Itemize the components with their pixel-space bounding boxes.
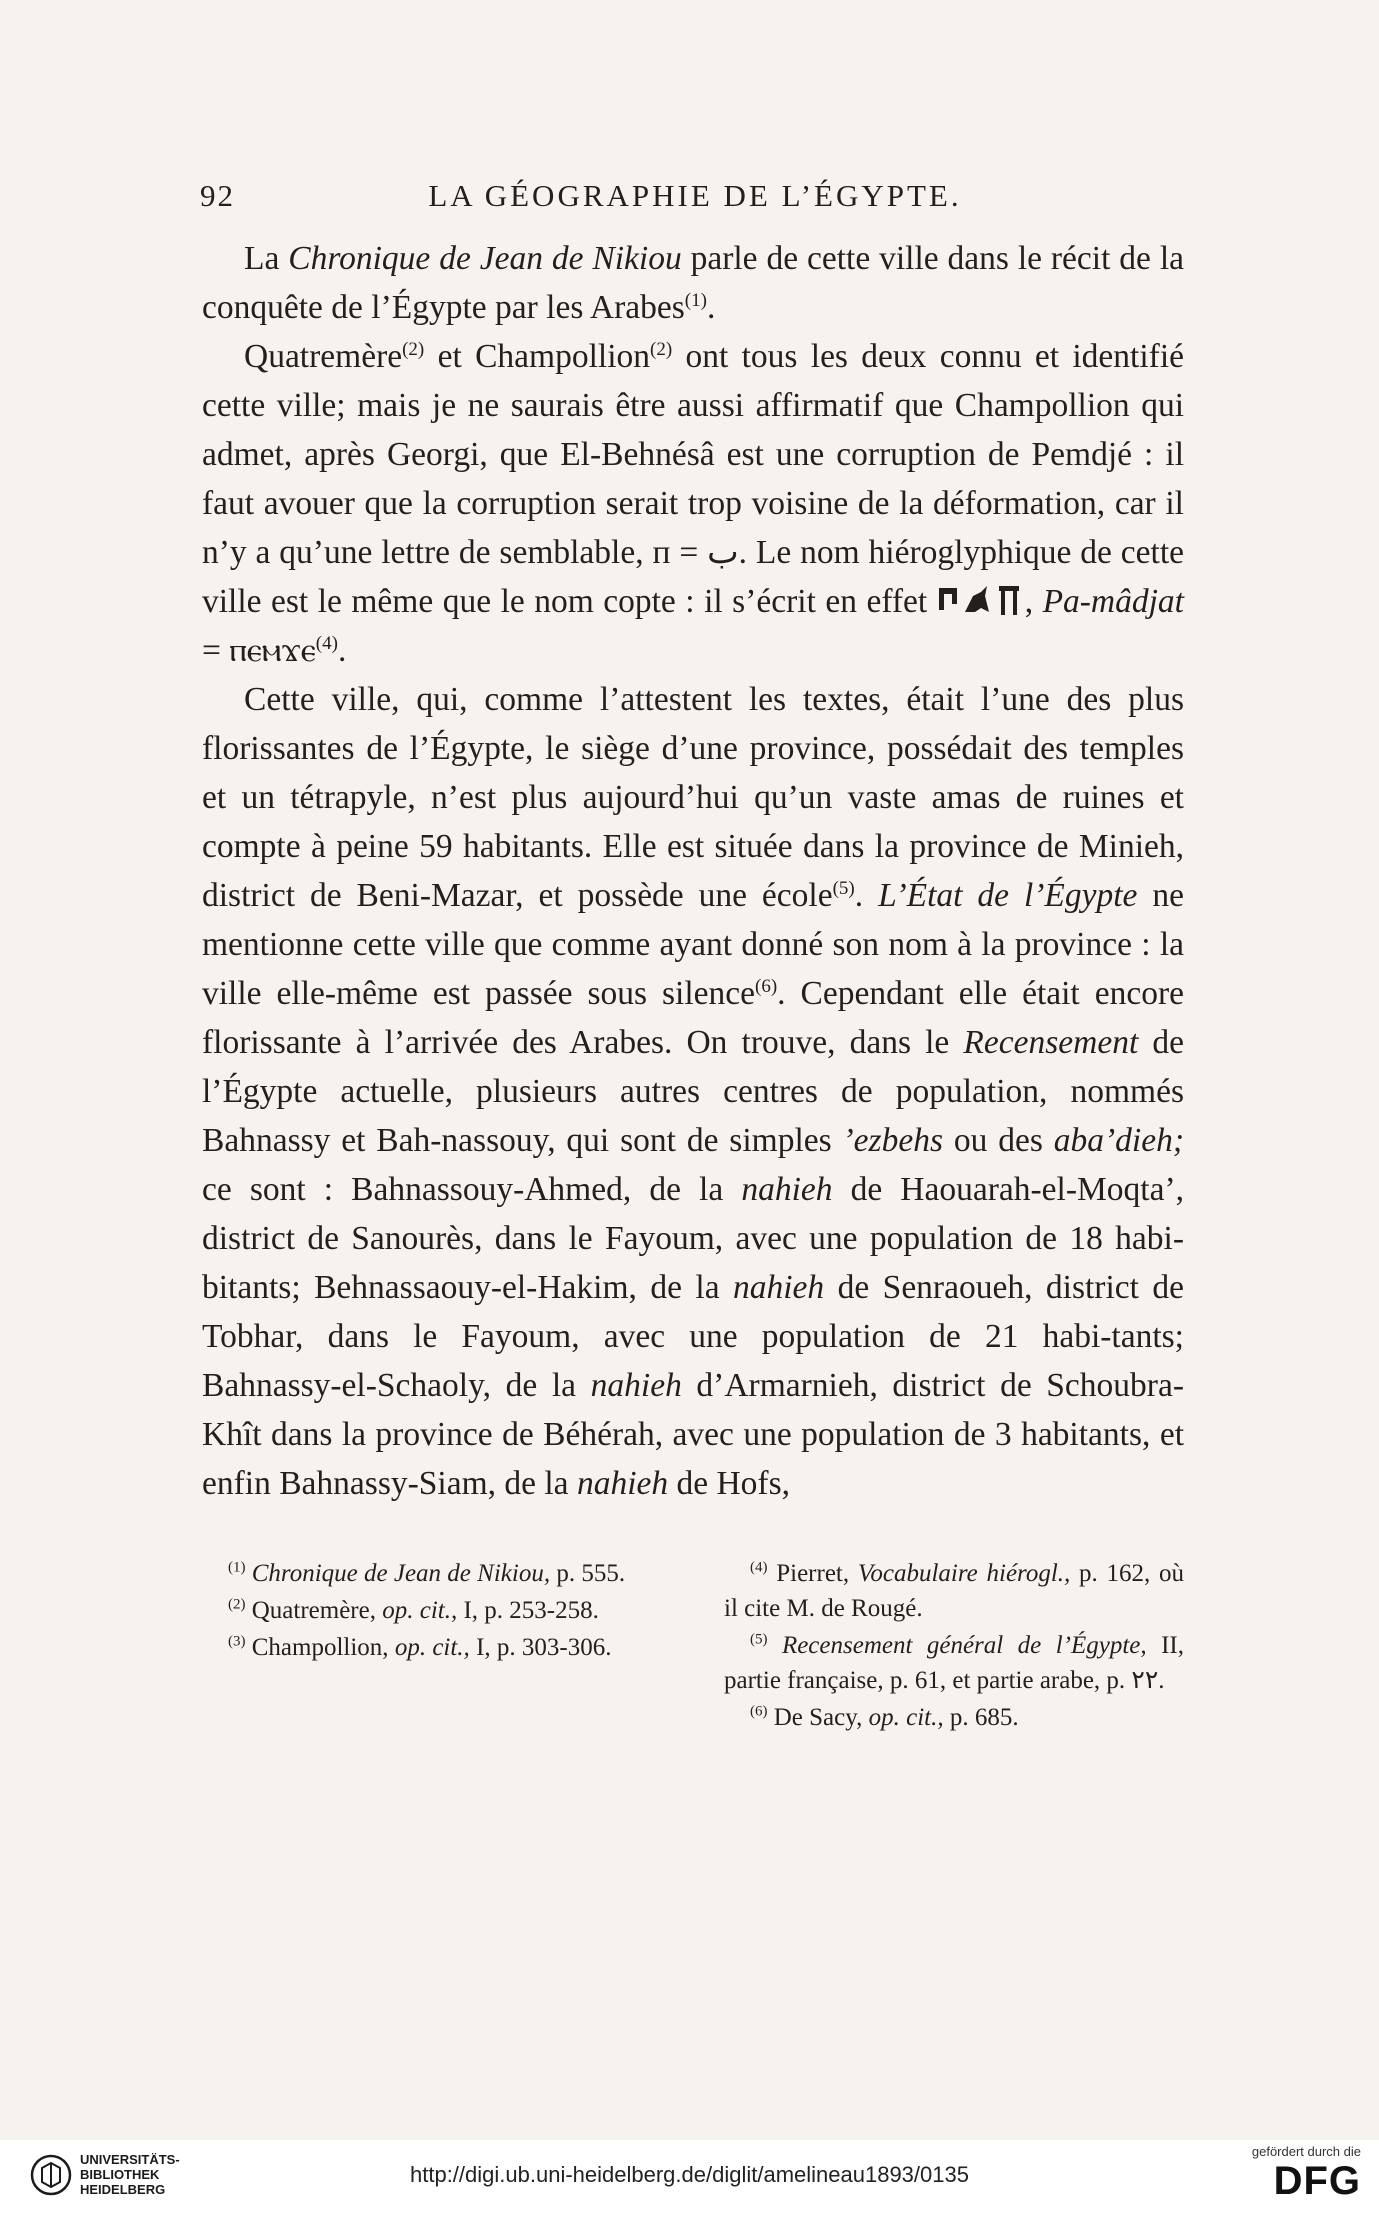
paragraph-3: Cette ville, qui, comme l’attestent les textes, était l’une des plus florissantes de l’Égypte, le siège d’une province, possédait des temples et un tétrapyle, n’est plus aujourd’hui qu’un vaste amas de ruines et compte à peine 59 habitants. Elle est située dans la province de Minieh, district de Beni-Mazar, et possède une école$^{(5)}$. L’État de l’Égypte ne mentionne cette ville que comme ayant donné son nom à la province : la ville elle-même est passée sous silence$^{(6)}$. Cependant elle était encore florissante à l’arrivée des Arabes. On trouve, dans le Recensement de l’Égypte actuelle, plusieurs autres centres de population, nommés Bahnassy et Bah-nassouy, qui sont de simples ’ezbehs ou des aba’dieh; ce sont : Bahnassouy-Ahmed, de la nahieh de Haouarah-el-Moqta’, district de Sanourès, dans le Fayoum, avec une population de 18 habi-bitants; Behnassaouy-el-Hakim, de la nahieh de Senraoueh, district de Tobhar, dans le Fayoum, avec une population de 21 habi-tants; Bahnassy-el-Schaoly, de la nahieh d’Armarnieh, district de Schoubra-Khît dans la province de Béhérah, avec une population de 3 habitants, et enfin Bahnassy-Siam, de la nahieh de Hofs, (202, 681, 1184, 1502)
footnote-1: $^{(1)}$ Chronique de Jean de Nikiou, p. 555. (228, 1559, 626, 1587)
footnotes-left-column (202, 1556, 662, 1667)
source-url-link[interactable]: http://digi.ub.uni-heidelberg.de/diglit/amelineau1893/0135 (410, 2162, 969, 2187)
footnote-ref[interactable]: (2) (402, 338, 425, 360)
dfg-logo[interactable]: DFG (1273, 2159, 1361, 2203)
footer-bar (0, 2140, 1379, 2214)
hieroglyph-glyphs-icon (937, 582, 1025, 618)
body-text (202, 234, 1184, 1508)
footnote-6: $^{(6)}$ De Sacy, op. cit., p. 685. (750, 1703, 1019, 1731)
footnote-3: $^{(3)}$ Champollion, op. cit., I, p. 303-306. (228, 1633, 612, 1661)
footnote-ref[interactable]: (6) (755, 975, 778, 997)
footnote-4: $^{(4)}$ Pierret, Vocabulaire hiérogl., p. 162, où il cite M. de Rougé. (724, 1559, 1185, 1622)
funder-caption: gefördert durch die (1251, 2144, 1361, 2159)
footnote-5: $^{(5)}$ Recensement général de l’Égypte, II, partie française, p. 61, et partie arabe, p. ۲۲. (724, 1631, 1185, 1694)
paragraph-1: La Chronique de Jean de Nikiou parle de cette ville dans le récit de la conquête de l’Égypte par les Arabes$^{(1)}$. (202, 240, 1184, 326)
letter-equation: п = ب (652, 534, 739, 571)
footnote-2: $^{(2)}$ Quatremère, op. cit., I, p. 253-258. (228, 1596, 599, 1624)
footnotes-right-column (724, 1556, 1184, 1737)
running-title: LA GÉOGRAPHIE DE L’ÉGYPTE. (428, 178, 962, 213)
footnote-ref[interactable]: (5) (832, 877, 855, 899)
footnote-ref[interactable]: (4) (315, 632, 338, 654)
footnotes (202, 1556, 1184, 1796)
library-name: UNIVERSITÄTS- BIBLIOTHEK HEIDELBERG (80, 2152, 180, 2197)
footnote-ref[interactable]: (1) (684, 289, 707, 311)
footnote-ref[interactable]: (2) (650, 338, 673, 360)
paragraph-2: Quatremère$^{(2)}$ et Champollion$^{(2)}$ ont tous les deux connu et identifié cette ville; mais je ne saurais être aussi affirmatif que Champollion qui admet, après Georgi, que El-Behnésâ est une corruption de Pemdjé : il faut avouer que la corruption serait trop voisine de la déformation, car il n’y a qu’une lettre de semblable, п = ب. Le nom hiéroglyphique de cette ville est le même que le nom copte : il s’écrit en effet , Pa-mâdjat = ⲡⲉⲙϫⲉ$^{(4)}$. (202, 338, 1184, 669)
funder-block (1211, 2144, 1361, 2210)
page-number: 92 (200, 178, 235, 213)
running-head (200, 178, 1190, 218)
